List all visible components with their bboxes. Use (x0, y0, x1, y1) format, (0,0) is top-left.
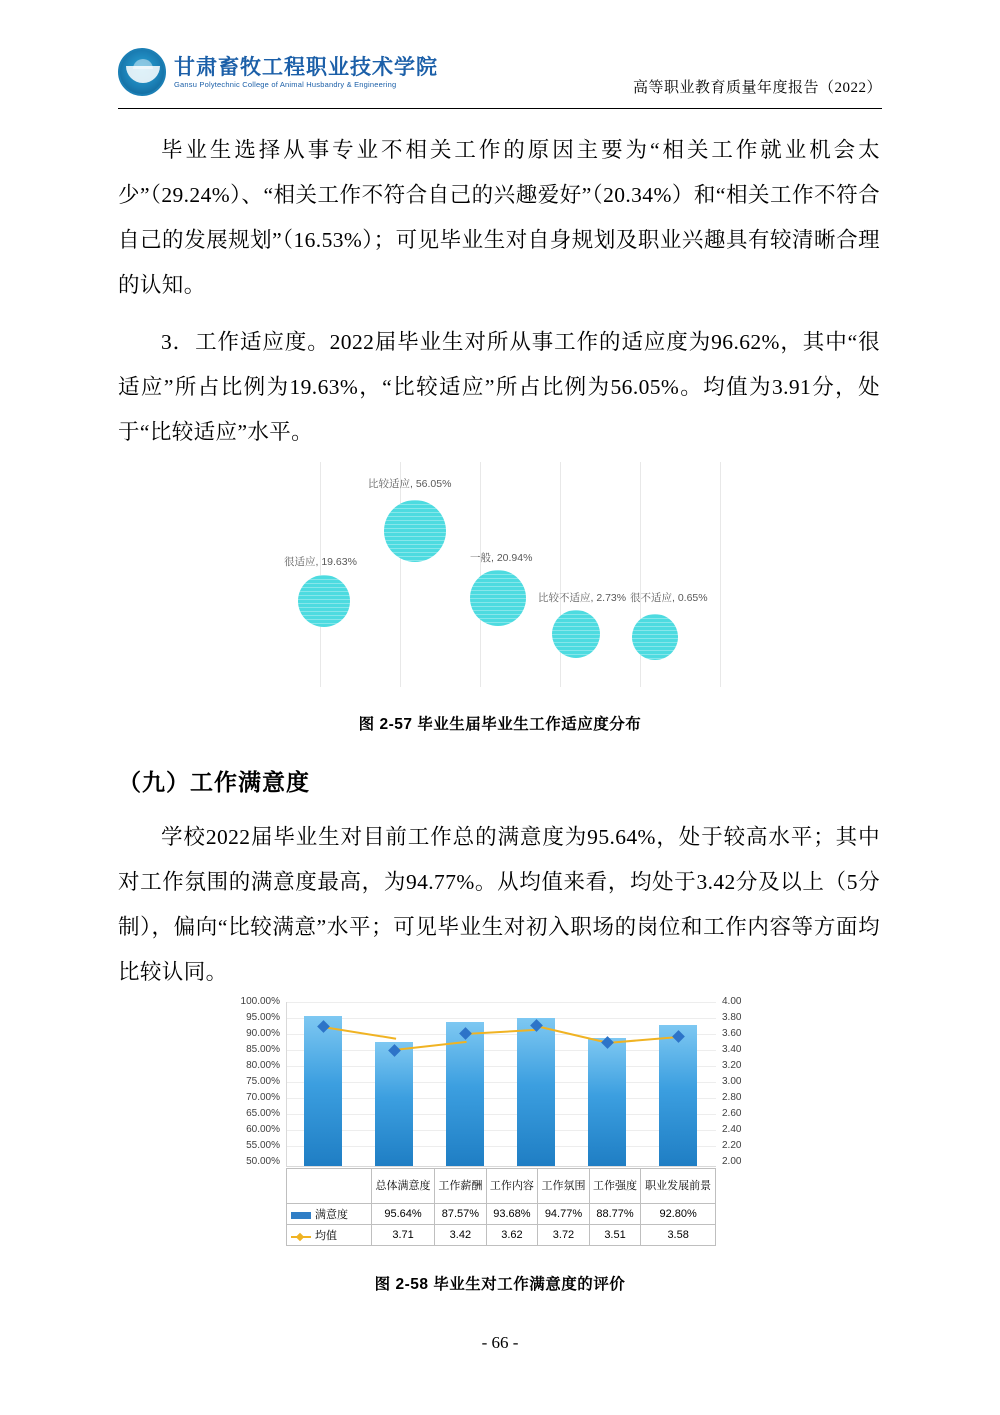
figure-2-58-combo-chart (228, 996, 774, 1280)
paragraph-job-satisfaction: 学校2022届毕业生对目前工作总的满意度为95.64%，处于较高水平；其中对工作氛围的满意度最高，为94.77%。从均值来看，均处于3.42分及以上（5分制），偏向“比较满意”水平；可见毕业生对初入职场的岗位和工作内容等方面均比较认同。 (118, 825, 880, 984)
bubble-label-bijiao-bushiying: 比较不适应, 2.73% (538, 592, 627, 604)
y-right-tick-4: 3.20 (722, 1060, 742, 1071)
y-left-tick-7: 65.00% (246, 1108, 280, 1119)
value-satisfaction-overall: 95.64% (372, 1204, 435, 1225)
section-heading-job-satisfaction: （九）工作满意度 (118, 770, 310, 795)
bar-salary (375, 1042, 413, 1166)
logo-english-name: Gansu Polytechnic College of Animal Husbandry & Engineering (174, 79, 397, 89)
value-mean-salary: 3.42 (435, 1225, 487, 1246)
paragraph-work-adaptability: 3．工作适应度。2022届毕业生对所从事工作的适应度为96.62%，其中“很适应”所占比例为19.63%，“比较适应”所占比例为56.05%。均值为3.91分，处于“比较适应”水平。 (118, 330, 880, 444)
y-left-tick-4: 80.00% (246, 1060, 280, 1071)
value-mean-content: 3.62 (486, 1225, 538, 1246)
y-left-tick-2: 90.00% (246, 1028, 280, 1039)
logo-text (174, 56, 438, 89)
institution-logo (118, 48, 438, 96)
header-report-title: 高等职业教育质量年度报告（2022） (632, 80, 882, 96)
y-left-tick-3: 85.00% (246, 1044, 280, 1055)
value-satisfaction-intensity: 88.77% (589, 1204, 641, 1225)
chart-plot-area (286, 1002, 716, 1167)
value-mean-atmosphere: 3.72 (538, 1225, 590, 1246)
y-right-tick-2: 3.60 (722, 1028, 742, 1039)
y-left-tick-1: 95.00% (246, 1012, 280, 1023)
legend-bar-swatch-icon (291, 1212, 311, 1219)
bubble-yiban (470, 570, 526, 626)
page-number: - 66 - (481, 1333, 519, 1352)
y-left-tick-10: 50.00% (246, 1156, 280, 1167)
bar-work-intensity (588, 1038, 626, 1166)
y-right-tick-9: 2.20 (722, 1140, 742, 1151)
chart-data-table (286, 1168, 716, 1246)
bubble-hen-shiying (298, 575, 350, 627)
table-row-categories (287, 1169, 716, 1204)
y-left-tick-9: 55.00% (246, 1140, 280, 1151)
bubble-bijiao-bushiying (552, 610, 600, 658)
bar-overall-satisfaction (304, 1016, 342, 1166)
bubble-label-hen-shiying: 很适应, 19.63% (284, 556, 357, 568)
y-right-tick-7: 2.60 (722, 1108, 742, 1119)
legend-line-marker-icon (291, 1233, 311, 1240)
category-career: 职业发展前景 (641, 1169, 716, 1204)
legend-mean-label: 均值 (315, 1230, 337, 1242)
y-left-tick-0: 100.00% (240, 996, 280, 1007)
category-content: 工作内容 (486, 1169, 538, 1204)
value-satisfaction-career: 92.80% (641, 1204, 716, 1225)
y-right-tick-3: 3.40 (722, 1044, 742, 1055)
header-divider (118, 108, 882, 109)
y-left-tick-6: 70.00% (246, 1092, 280, 1103)
table-row-satisfaction (287, 1204, 716, 1225)
y-right-tick-5: 3.00 (722, 1076, 742, 1087)
value-satisfaction-content: 93.68% (486, 1204, 538, 1225)
legend-satisfaction-label: 满意度 (315, 1209, 348, 1221)
value-mean-career: 3.58 (641, 1225, 716, 1246)
legend-satisfaction (287, 1204, 372, 1225)
category-intensity: 工作强度 (589, 1169, 641, 1204)
figure-2-58-caption: 图 2-58 毕业生对工作满意度的评价 (374, 1276, 626, 1293)
y-left-tick-8: 60.00% (246, 1124, 280, 1135)
table-row-mean (287, 1225, 716, 1246)
y-left-tick-5: 75.00% (246, 1076, 280, 1087)
bar-work-atmosphere (517, 1018, 555, 1166)
y-right-tick-8: 2.40 (722, 1124, 742, 1135)
bubble-label-yiban: 一般, 20.94% (470, 552, 533, 564)
page-header (118, 48, 882, 106)
y-right-tick-10: 2.00 (722, 1156, 742, 1167)
bubble-hen-bushiying (632, 614, 678, 660)
category-salary: 工作薪酬 (435, 1169, 487, 1204)
bubble-label-bijiao-shiying: 比较适应, 56.05% (368, 478, 452, 490)
figure-2-57-bubble-chart (280, 462, 740, 687)
college-emblem-icon (118, 48, 166, 96)
figure-2-57-caption: 图 2-57 毕业生届毕业生工作适应度分布 (358, 716, 642, 733)
bubble-label-hen-bushiying: 很不适应, 0.65% (630, 592, 708, 604)
logo-chinese-name: 甘肃畜牧工程职业技术学院 (174, 54, 438, 79)
y-right-tick-6: 2.80 (722, 1092, 742, 1103)
y-right-tick-1: 3.80 (722, 1012, 742, 1023)
category-atmosphere: 工作氛围 (538, 1169, 590, 1204)
value-satisfaction-salary: 87.57% (435, 1204, 487, 1225)
value-mean-overall: 3.71 (372, 1225, 435, 1246)
category-overall: 总体满意度 (372, 1169, 435, 1204)
paragraph-reasons-unrelated-work: 毕业生选择从事专业不相关工作的原因主要为“相关工作就业机会太少”（29.24%）、“相关工作不符合自己的兴趣爱好”（20.34%）和“相关工作不符合自己的发展规划”（16.53%）；可见毕业生对自身规划及职业兴趣具有较清晰合理的认知。 (118, 138, 880, 297)
value-mean-intensity: 3.51 (589, 1225, 641, 1246)
y-right-tick-0: 4.00 (722, 996, 742, 1007)
table-corner-cell (287, 1169, 372, 1204)
legend-mean (287, 1225, 372, 1246)
bubble-bijiao-shiying (384, 500, 446, 562)
bar-career-prospect (659, 1025, 697, 1166)
value-satisfaction-atmosphere: 94.77% (538, 1204, 590, 1225)
